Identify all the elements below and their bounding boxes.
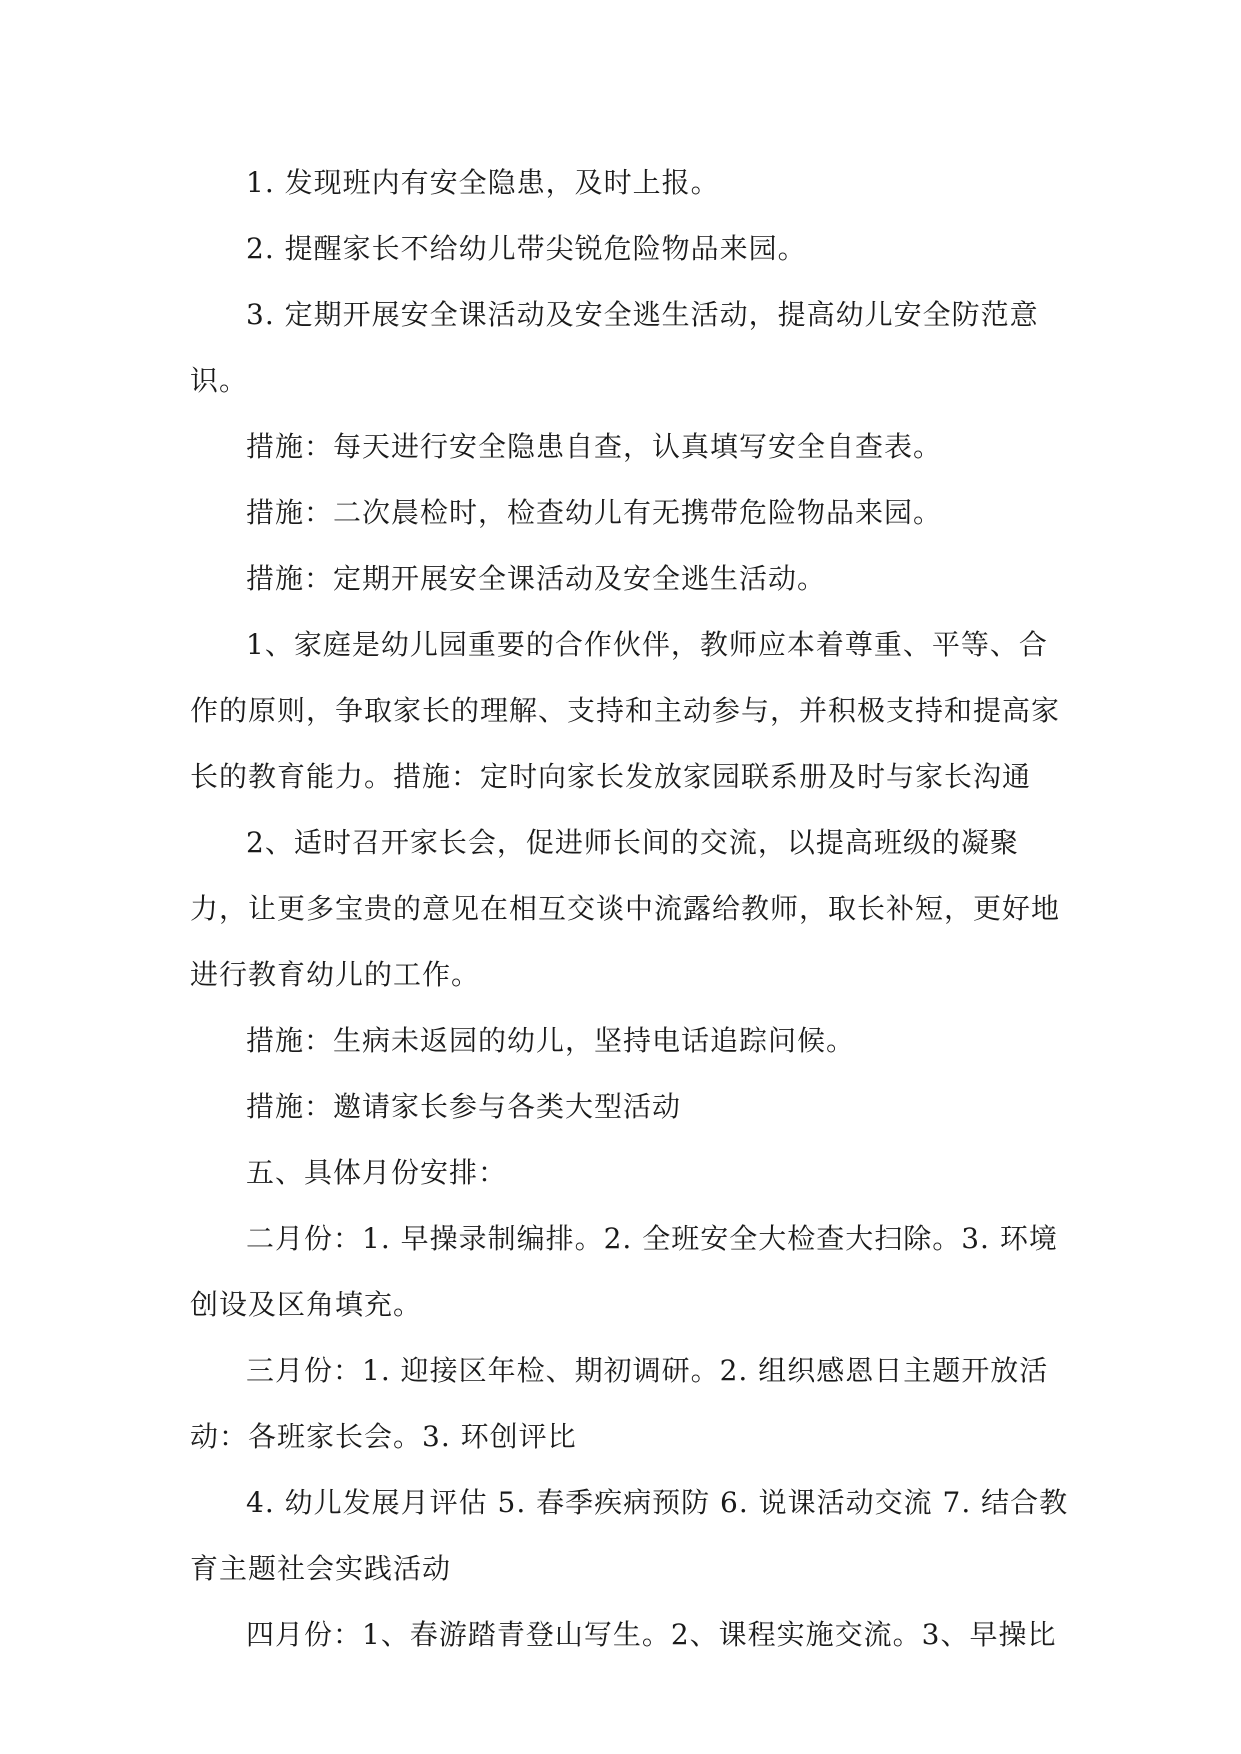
paragraph-12: 二月份：1. 早操录制编排。2. 全班安全大检查大扫除。3. 环境创设及区角填充。 <box>190 1222 1058 1321</box>
paragraph-14: 4. 幼儿发展月评估 5. 春季疾病预防 6. 说课活动交流 7. 结合教育主题社会实践活动 <box>190 1486 1069 1585</box>
paragraph-7: 1、家庭是幼儿园重要的合作伙伴，教师应本着尊重、平等、合作的原则，争取家长的理解、支持和主动参与，并积极支持和提高家长的教育能力。措施：定时向家长发放家园联系册及时与家长沟通 <box>190 628 1061 793</box>
paragraph-9: 措施：生病未返园的幼儿，坚持电话追踪问候。 <box>246 1024 856 1057</box>
paragraph-10: 措施：邀请家长参与各类大型活动 <box>246 1090 682 1123</box>
document-body <box>190 150 1070 1668</box>
paragraph-13: 三月份：1. 迎接区年检、期初调研。2. 组织感恩日主题开放活动：各班家长会。3. 环创评比 <box>190 1354 1049 1453</box>
paragraph-8: 2、适时召开家长会，促进师长间的交流，以提高班级的凝聚力，让更多宝贵的意见在相互交谈中流露给教师，取长补短，更好地进行教育幼儿的工作。 <box>190 826 1061 991</box>
paragraph-6: 措施：定期开展安全课活动及安全逃生活动。 <box>246 562 827 595</box>
paragraph-3: 3. 定期开展安全课活动及安全逃生活动，提高幼儿安全防范意识。 <box>190 298 1039 397</box>
section-heading: 五、具体月份安排： <box>246 1156 508 1189</box>
paragraph-15: 四月份：1、春游踏青登山写生。2、课程实施交流。3、早操比 <box>246 1618 1057 1651</box>
paragraph-2: 2. 提醒家长不给幼儿带尖锐危险物品来园。 <box>246 232 807 265</box>
paragraph-4: 措施：每天进行安全隐患自查，认真填写安全自查表。 <box>246 430 943 463</box>
paragraph-1: 1. 发现班内有安全隐患，及时上报。 <box>246 166 720 199</box>
paragraph-5: 措施：二次晨检时，检查幼儿有无携带危险物品来园。 <box>246 496 943 529</box>
